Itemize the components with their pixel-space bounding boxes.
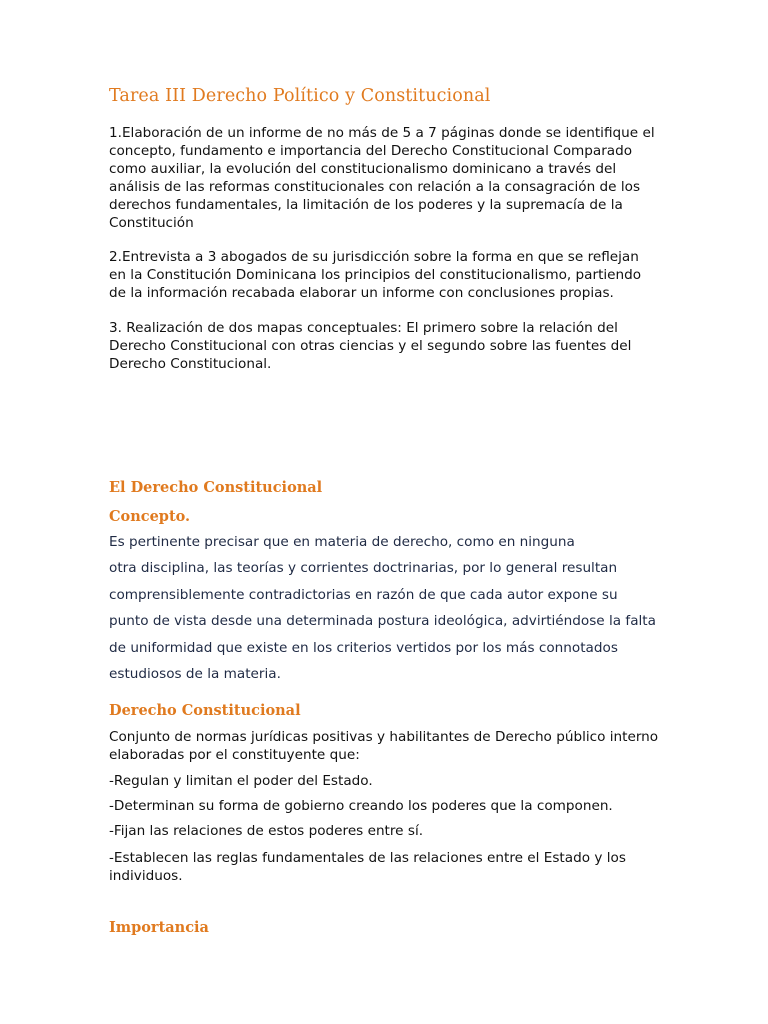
concept-heading: Concepto. [109, 508, 191, 525]
task-1-line: concepto, fundamento e importancia del Derecho Constitucional Comparado [109, 143, 633, 159]
concept-line: de uniformidad que existe en los criterios vertidos por los más connotados [109, 640, 618, 656]
task-2-line: de la información recabada elaborar un informe con conclusiones propias. [109, 285, 614, 301]
task-1-line: como auxiliar, la evolución del constitucionalismo dominicano a través del [109, 161, 617, 177]
definition-bullet: -Establecen las reglas fundamentales de las relaciones entre el Estado y los [109, 850, 626, 866]
concept-line: comprensiblemente contradictorias en razón de que cada autor expone su [109, 587, 618, 603]
task-1-line: análisis de las reformas constitucionales con relación a la consagración de los [109, 179, 641, 195]
concept-line: otra disciplina, las teorías y corrientes doctrinarias, por lo general resultan [109, 560, 618, 576]
concept-line: punto de vista desde una determinada postura ideológica, advirtiéndose la falta [109, 613, 656, 629]
concept-line: Es pertinente precisar que en materia de derecho, como en ninguna [109, 534, 575, 550]
importance-heading: Importancia [109, 919, 209, 936]
task-2-line: 2.Entrevista a 3 abogados de su jurisdicción sobre la forma en que se reflejan [109, 249, 639, 265]
task-3-line: Derecho Constitucional con otras ciencias y el segundo sobre las fuentes del [109, 338, 632, 354]
definition-line: Conjunto de normas jurídicas positivas y habilitantes de Derecho público interno [109, 729, 659, 745]
concept-line: estudiosos de la materia. [109, 666, 281, 682]
definition-bullet: -Fijan las relaciones de estos poderes entre sí. [109, 823, 424, 839]
definition-heading: Derecho Constitucional [109, 702, 301, 719]
definition-bullet: -Regulan y limitan el poder del Estado. [109, 773, 373, 789]
document-title: Tarea III Derecho Político y Constitucional [109, 86, 491, 106]
definition-bullet: -Determinan su forma de gobierno creando los poderes que la componen. [109, 798, 613, 814]
definition-bullet-continuation: individuos. [109, 868, 183, 884]
definition-line: elaboradas por el constituyente que: [109, 747, 360, 763]
task-3-line: Derecho Constitucional. [109, 356, 272, 372]
task-1-line: Constitución [109, 215, 194, 231]
task-3-line: 3. Realización de dos mapas conceptuales: El primero sobre la relación del [109, 320, 618, 336]
task-1-line: 1.Elaboración de un informe de no más de 5 a 7 páginas donde se identifique el [109, 125, 655, 141]
task-1-line: derechos fundamentales, la limitación de los poderes y la supremacía de la [109, 197, 623, 213]
section-heading: El Derecho Constitucional [109, 479, 323, 496]
task-2-line: en la Constitución Dominicana los principios del constitucionalismo, partiendo [109, 267, 642, 283]
